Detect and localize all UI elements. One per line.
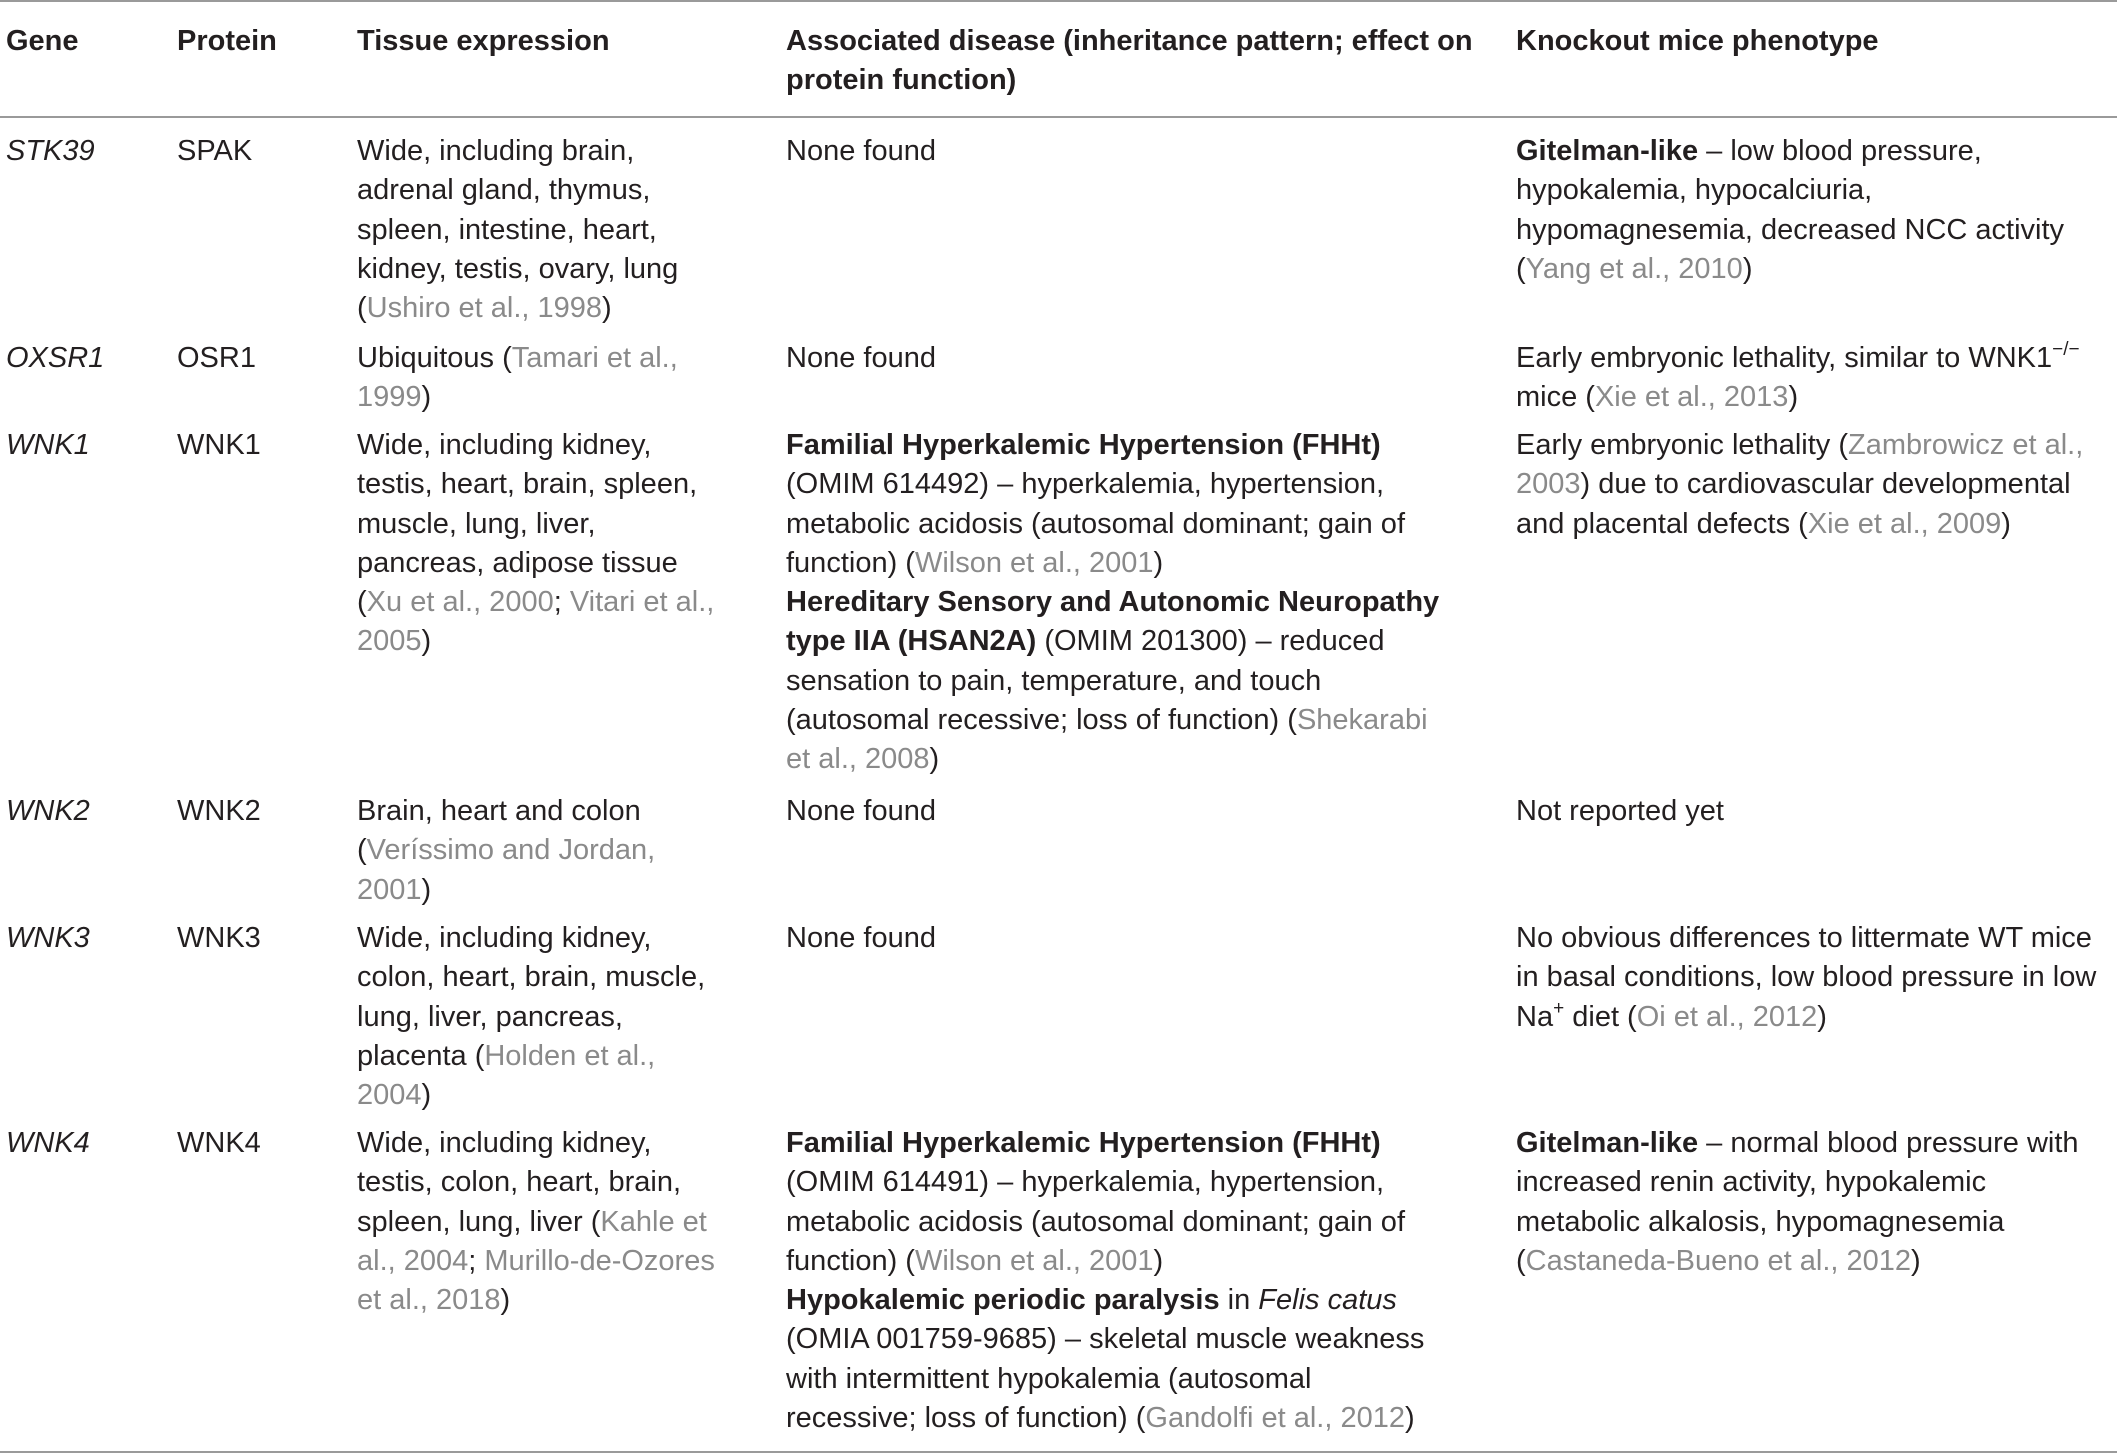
tissue-sep: ; <box>468 1244 485 1277</box>
reference-link[interactable]: Veríssimo and Jordan, 2001 <box>357 834 656 906</box>
tissue-cell <box>357 132 715 328</box>
tissue-close: ) <box>500 1284 511 1317</box>
protein-cell: WNK1 <box>177 429 261 461</box>
disease-cell: None found <box>786 922 936 954</box>
disease-bold: Familial Hyperkalemic Hypertension (FHHt) <box>786 1127 1381 1159</box>
protein-cell: SPAK <box>177 135 253 167</box>
disease-close: ) <box>929 743 940 776</box>
protein-cell: WNK3 <box>177 922 261 954</box>
tissue-text: Brain, heart and colon ( <box>357 795 641 867</box>
tissue-cell <box>357 339 715 418</box>
reference-link[interactable]: Tamari et al., 1999 <box>357 342 678 414</box>
header-protein: Protein <box>177 25 277 57</box>
knockout-close: ) <box>1788 381 1799 414</box>
tissue-text: Wide, including brain, adrenal gland, thymus, spleen, intestine, heart, kidney, testis, ovary, lung ( <box>357 135 679 325</box>
reference-link[interactable]: Yang et al., 2010 <box>1525 252 1743 285</box>
reference-link[interactable]: Zambrowicz et al., 2003 <box>1516 429 2084 501</box>
disease-close: ) <box>1405 1402 1415 1435</box>
superscript: −/− <box>2052 339 2080 360</box>
knockout-text: – normal blood pressure with increased renin activity, hypokalemic metabolic alkalosis, hypomagnesemia ( <box>1516 1127 2079 1277</box>
disease-paragraph <box>786 426 1446 583</box>
disease-text: (OMIA 001759-9685) – skeletal muscle weakness with intermittent hypokalemia (autosomal recessive; loss of function) ( <box>786 1323 1425 1435</box>
disease-cell: None found <box>786 795 936 827</box>
protein-cell: WNK4 <box>177 1127 261 1159</box>
header-knockout: Knockout mice phenotype <box>1516 25 1879 57</box>
disease-text: (OMIM 201300) – reduced sensation to pain, temperature, and touch (autosomal recessive; loss of function) ( <box>786 625 1385 737</box>
disease-paragraph <box>786 1281 1446 1438</box>
reference-link[interactable]: Wilson et al., 2001 <box>914 1244 1154 1277</box>
knockout-bold: Gitelman-like <box>1516 1127 1699 1159</box>
reference-link[interactable]: Xie et al., 2013 <box>1594 381 1789 414</box>
table-header-rule <box>0 116 2117 118</box>
protein-cell: OSR1 <box>177 342 256 374</box>
tissue-cell <box>357 792 715 910</box>
knockout-text: No obvious differences to littermate WT mice in basal conditions, low blood pressure in low Na <box>1516 922 2097 1033</box>
reference-link[interactable]: Vitari et al., 2005 <box>357 586 715 658</box>
tissue-text: Ubiquitous ( <box>357 342 512 374</box>
gene-cell: WNK1 <box>6 429 90 461</box>
reference-link[interactable]: Oi et al., 2012 <box>1636 1000 1818 1033</box>
reference-link[interactable]: Wilson et al., 2001 <box>914 546 1154 579</box>
header-disease: Associated disease (inheritance pattern; effect on protein function) <box>786 25 1473 96</box>
knockout-cell <box>1516 132 2114 289</box>
knockout-text2: mice ( <box>1516 381 1595 414</box>
knockout-close: ) <box>1742 252 1753 285</box>
knockout-cell: Not reported yet <box>1516 795 1724 827</box>
knockout-text: Early embryonic lethality ( <box>1516 429 1848 461</box>
disease-bold: Familial Hyperkalemic Hypertension (FHHt) <box>786 429 1381 461</box>
disease-cell <box>786 1124 1446 1438</box>
tissue-cell <box>357 426 715 662</box>
reference-link[interactable]: Xu et al., 2000 <box>366 586 554 619</box>
knockout-text2: diet ( <box>1564 1000 1637 1033</box>
reference-link[interactable]: Holden et al., 2004 <box>357 1039 656 1112</box>
knockout-bold: Gitelman-like <box>1516 135 1699 167</box>
tissue-close: ) <box>602 292 612 325</box>
tissue-text: Wide, including kidney, testis, colon, heart, brain, spleen, lung, liver ( <box>357 1127 681 1238</box>
gene-cell: STK39 <box>6 135 95 167</box>
table-header-row <box>0 0 2117 116</box>
gene-cell: OXSR1 <box>6 342 105 374</box>
gene-cell: WNK2 <box>6 795 90 827</box>
disease-close: ) <box>1153 1244 1164 1277</box>
species-name: Felis catus <box>1258 1284 1397 1317</box>
reference-link[interactable]: Gandolfi et al., 2012 <box>1145 1402 1405 1435</box>
protein-cell: WNK2 <box>177 795 261 827</box>
knockout-cell <box>1516 919 2114 1037</box>
knockout-cell <box>1516 1124 2114 1281</box>
reference-link[interactable]: Castaneda-Bueno et al., 2012 <box>1525 1244 1912 1277</box>
header-tissue: Tissue expression <box>357 25 610 57</box>
reference-link[interactable]: Ushiro et al., 1998 <box>366 292 603 325</box>
knockout-close: ) <box>2001 507 2011 540</box>
reference-link[interactable]: Kahle et al., 2004 <box>357 1205 707 1277</box>
knockout-cell <box>1516 426 2114 544</box>
table-bottom-rule <box>0 1451 2117 1453</box>
knockout-close: ) <box>1817 1000 1827 1033</box>
tissue-close: ) <box>421 1079 432 1112</box>
disease-cell: None found <box>786 342 936 374</box>
disease-cell <box>786 426 1446 780</box>
disease-close: ) <box>1153 546 1164 579</box>
tissue-close: ) <box>421 625 432 658</box>
tissue-text: Wide, including kidney, colon, heart, brain, muscle, lung, liver, pancreas, placenta ( <box>357 922 706 1072</box>
tissue-cell <box>357 919 715 1115</box>
disease-paragraph <box>786 1124 1446 1281</box>
tissue-close: ) <box>421 381 432 414</box>
disease-cell: None found <box>786 135 936 167</box>
tissue-text: Wide, including kidney, testis, heart, brain, spleen, muscle, lung, liver, pancreas, adipose tissue ( <box>357 429 698 619</box>
knockout-text: – low blood pressure, hypokalemia, hypocalciuria, hypomagnesemia, decreased NCC activity ( <box>1516 135 2065 285</box>
knockout-text: Early embryonic lethality, similar to WNK1 <box>1516 342 2053 374</box>
gene-cell: WNK3 <box>6 922 90 954</box>
disease-bold: Hereditary Sensory and Autonomic Neuropathy type IIA (HSAN2A) <box>786 586 1440 658</box>
disease-bold: Hypokalemic periodic paralysis <box>786 1284 1220 1317</box>
tissue-close: ) <box>421 873 432 906</box>
disease-text: (OMIM 614492) – hyperkalemia, hypertension, metabolic acidosis (autosomal dominant; gain of function) ( <box>786 468 1405 579</box>
header-gene: Gene <box>6 25 79 57</box>
reference-link[interactable]: Shekarabi et al., 2008 <box>786 704 1428 776</box>
disease-mid: in <box>1219 1284 1259 1317</box>
tissue-sep: ; <box>553 586 570 619</box>
disease-paragraph <box>786 583 1446 779</box>
knockout-close: ) <box>1911 1244 1921 1277</box>
knockout-text2: ) due to cardiovascular developmental and placental defects ( <box>1516 468 2071 540</box>
reference-link[interactable]: Murillo-de-Ozores et al., 2018 <box>357 1244 715 1317</box>
tissue-cell <box>357 1124 715 1320</box>
knockout-cell <box>1516 339 2114 418</box>
reference-link[interactable]: Xie et al., 2009 <box>1807 507 2002 540</box>
superscript: + <box>1553 997 1565 1019</box>
gene-cell: WNK4 <box>6 1127 90 1159</box>
disease-text: (OMIM 614491) – hyperkalemia, hypertension, metabolic acidosis (autosomal dominant; gain of function) ( <box>786 1166 1405 1277</box>
